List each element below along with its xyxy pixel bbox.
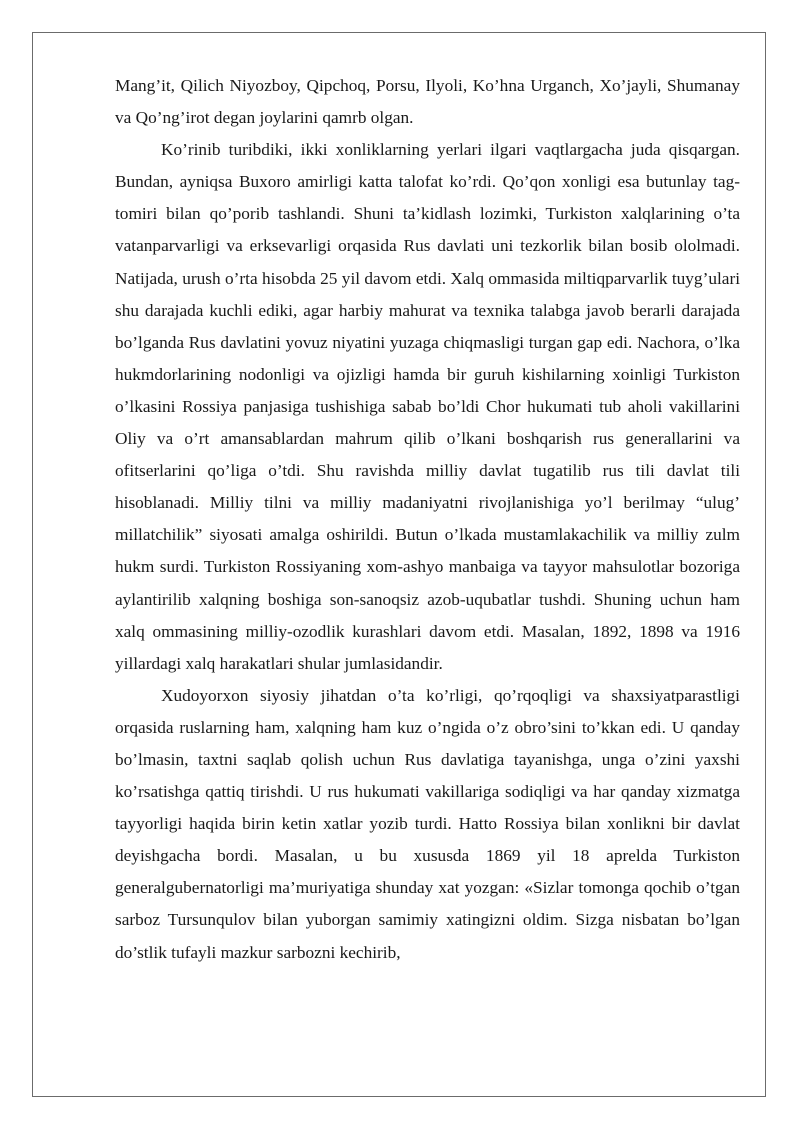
paragraph-conquest-consequences: Ko’rinib turibdiki, ikki xonliklarning yerlari ilgari vaqtlargacha juda qisqargan. Bundan, ayniqsa Buxoro amirligi katta talofat ko’rdi. Qo’qon xonligi esa butunlay tag-tomiri bilan qo’porib tashlandi. Shuni ta’kidlash lozimki, Turkiston xalqlarining o’ta vatanparvarligi va erksevarligi orqasida Rus davlati uni tezkorlik bilan bosib ololmadi. Natijada, urush o’rta hisobda 25 yil davom etdi. Xalq ommasida miltiqparvarlik tuyg’ulari shu darajada kuchli ediki, agar harbiy mahurat va texnika talabga javob berarli darajada bo’lganda Rus davlatini yovuz niyatini yuzaga chiqmasligi turgan gap edi. Nachora, o’lka hukmdorlarining nodonligi va ojizligi hamda bir guruh kishilarning xoinligi Turkiston o’lkasini Rossiya panjasiga tushishiga sabab bo’ldi Chor hukumati tub aholi vakillarini Oliy va o’rt amansablardan mahrum qilib o’lkani boshqarish rus generallarini va ofitserlarini qo’liga o’tdi. Shu ravishda milliy davlat tugatilib rus tili davlat tili hisoblanadi. Milliy tilni va milliy madaniyatni rivojlanishiga yo’l berilmay “ulug’ millatchilik” siyosati amalga oshirildi. Butun o’lkada mustamlakachilik va milliy zulm hukm surdi. Turkiston Rossiyaning xom-ashyo manbaiga va tayyor mahsulotlar bozoriga aylantirilib xalqning boshiga son-sanoqsiz azob-uqubatlar tushdi. Shuning uchun ham xalq ommasining milliy-ozodlik kurashlari davom etdi. Masalan, 1892, 1898 va 1916 yillardagi xalq harakatlari shular jumlasidandir. xyxy=(115,140,740,673)
paragraph-continuation: Mang’it, Qilich Niyozboy, Qipchoq, Porsu, Ilyoli, Ko’hna Urganch, Xo’jayli, Shumanay va Qo’ng’irot degan joylarini qamrb olgan. xyxy=(115,76,740,128)
paragraph-xudoyorxon: Xudoyorxon siyosiy jihatdan o’ta ko’rligi, qo’rqoqligi va shaxsiyatparastligi orqasida ruslarning ham, xalqning ham kuz o’ngida o’z obro’sini to’kkan edi. U qanday bo’lmasin, taxtni saqlab qolish uchun Rus davlatiga tayanishga, unga o’zini yaxshi ko’rsatishga qattiq tirishdi. U rus hukumati vakillariga sodiqligi va har qanday xizmatga tayyorligi haqida birin ketin xatlar yozib turdi. Hatto Rossiya bilan xonlikni bir davlat deyishgacha bordi. Masalan, u bu xususda 1869 yil 18 aprelda Turkiston generalgubernatorligi ma’muriyatiga shunday xat yozgan: «Sizlar tomonga qochib o’tgan sarboz Tursunqulov bilan yuborgan samimiy xatingizni oldim. Sizga nisbatan bo’lgan do’stlik tufayli mazkur sarbozni kechirib, xyxy=(115,685,740,962)
document-body xyxy=(115,70,740,969)
